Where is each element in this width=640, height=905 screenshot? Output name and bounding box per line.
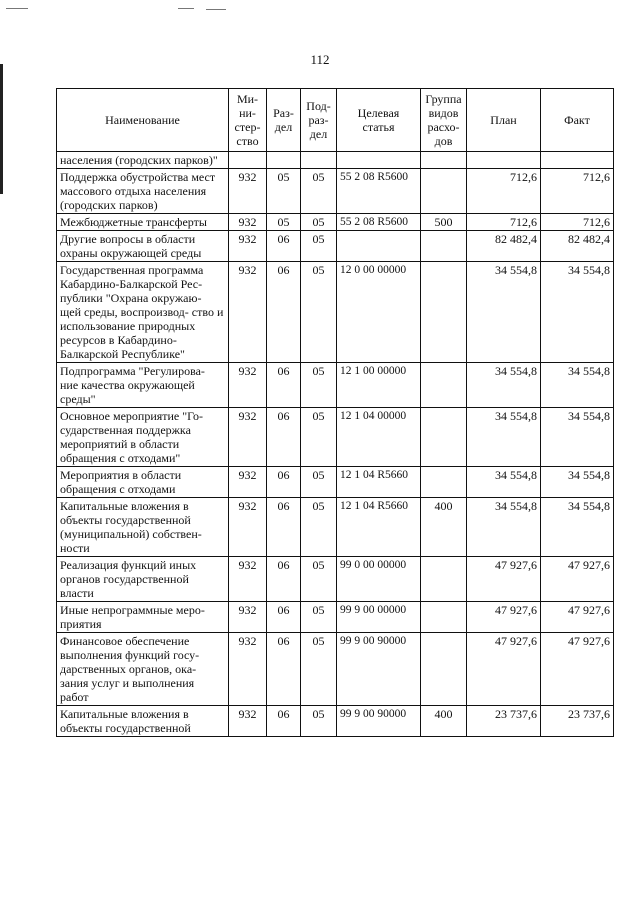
row-fact: 82 482,4 xyxy=(541,231,614,262)
table-row xyxy=(57,706,614,737)
table-row xyxy=(57,152,614,169)
row-name: Капитальные вложения в объекты государственной (муниципальной) собствен- ности xyxy=(57,498,229,557)
row-fact: 712,6 xyxy=(541,169,614,214)
row-name: Капитальные вложения в объекты государственной xyxy=(57,706,229,737)
row-target xyxy=(337,231,421,262)
table-body xyxy=(57,152,614,737)
table-row xyxy=(57,557,614,602)
table-row xyxy=(57,408,614,467)
row-name: Подпрограмма "Регулирова- ние качества окружающей среды" xyxy=(57,363,229,408)
row-ministry: 932 xyxy=(229,467,267,498)
header-name: Наименование xyxy=(57,89,229,152)
row-section: 06 xyxy=(267,262,301,363)
row-subsection: 05 xyxy=(301,602,337,633)
row-ministry: 932 xyxy=(229,408,267,467)
scan-mark xyxy=(206,9,226,10)
table-row xyxy=(57,498,614,557)
row-section: 06 xyxy=(267,363,301,408)
row-subsection: 05 xyxy=(301,214,337,231)
row-section: 06 xyxy=(267,706,301,737)
header-expense-group: Группа видов расхо- дов xyxy=(421,89,467,152)
row-expense-group xyxy=(421,262,467,363)
row-name: населения (городских парков)" xyxy=(57,152,229,169)
row-ministry xyxy=(229,152,267,169)
row-expense-group xyxy=(421,633,467,706)
table-row xyxy=(57,214,614,231)
row-section: 06 xyxy=(267,231,301,262)
budget-table xyxy=(56,88,614,737)
row-section: 06 xyxy=(267,498,301,557)
row-plan: 47 927,6 xyxy=(467,602,541,633)
row-subsection xyxy=(301,152,337,169)
row-subsection: 05 xyxy=(301,467,337,498)
row-target: 55 2 08 R5600 xyxy=(337,169,421,214)
row-subsection: 05 xyxy=(301,408,337,467)
row-target: 99 0 00 00000 xyxy=(337,557,421,602)
row-subsection: 05 xyxy=(301,498,337,557)
row-fact: 34 554,8 xyxy=(541,363,614,408)
row-name: Финансовое обеспечение выполнения функций госу- дарственных органов, ока- зания услуг и выполнения работ xyxy=(57,633,229,706)
row-target: 12 1 04 00000 xyxy=(337,408,421,467)
row-expense-group xyxy=(421,467,467,498)
row-plan: 34 554,8 xyxy=(467,498,541,557)
row-ministry: 932 xyxy=(229,498,267,557)
row-expense-group: 500 xyxy=(421,214,467,231)
row-fact: 712,6 xyxy=(541,214,614,231)
header-section: Раз- дел xyxy=(267,89,301,152)
row-subsection: 05 xyxy=(301,557,337,602)
row-expense-group xyxy=(421,231,467,262)
row-ministry: 932 xyxy=(229,231,267,262)
row-ministry: 932 xyxy=(229,602,267,633)
row-subsection: 05 xyxy=(301,231,337,262)
row-section: 06 xyxy=(267,602,301,633)
row-target: 12 1 00 00000 xyxy=(337,363,421,408)
row-ministry: 932 xyxy=(229,262,267,363)
row-fact: 34 554,8 xyxy=(541,467,614,498)
row-name: Реализация функций иных органов государственной власти xyxy=(57,557,229,602)
table-header-row xyxy=(57,89,614,152)
row-ministry: 932 xyxy=(229,363,267,408)
row-expense-group xyxy=(421,557,467,602)
header-fact: Факт xyxy=(541,89,614,152)
row-ministry: 932 xyxy=(229,214,267,231)
row-target: 99 9 00 90000 xyxy=(337,633,421,706)
row-expense-group: 400 xyxy=(421,498,467,557)
row-fact: 47 927,6 xyxy=(541,633,614,706)
row-target: 99 9 00 90000 xyxy=(337,706,421,737)
row-subsection: 05 xyxy=(301,262,337,363)
table-row xyxy=(57,262,614,363)
scan-mark xyxy=(6,8,28,9)
row-plan xyxy=(467,152,541,169)
row-target: 99 9 00 00000 xyxy=(337,602,421,633)
row-section xyxy=(267,152,301,169)
row-ministry: 932 xyxy=(229,557,267,602)
row-plan: 23 737,6 xyxy=(467,706,541,737)
page-number: 112 xyxy=(310,52,330,67)
row-subsection: 05 xyxy=(301,633,337,706)
header-subsection: Под- раз- дел xyxy=(301,89,337,152)
row-name: Иные непрограммные меро- приятия xyxy=(57,602,229,633)
row-plan: 47 927,6 xyxy=(467,633,541,706)
header-ministry: Ми- ни- стер- ство xyxy=(229,89,267,152)
table-row xyxy=(57,633,614,706)
row-fact: 34 554,8 xyxy=(541,498,614,557)
row-section: 05 xyxy=(267,169,301,214)
row-fact xyxy=(541,152,614,169)
row-target: 55 2 08 R5600 xyxy=(337,214,421,231)
row-name: Поддержка обустройства мест массового отдыха населения (городских парков) xyxy=(57,169,229,214)
row-subsection: 05 xyxy=(301,706,337,737)
row-target: 12 0 00 00000 xyxy=(337,262,421,363)
row-plan: 34 554,8 xyxy=(467,363,541,408)
row-plan: 34 554,8 xyxy=(467,408,541,467)
scan-mark xyxy=(178,8,194,9)
header-target: Целевая статья xyxy=(337,89,421,152)
row-fact: 34 554,8 xyxy=(541,262,614,363)
table-row xyxy=(57,169,614,214)
row-plan: 82 482,4 xyxy=(467,231,541,262)
table-row xyxy=(57,602,614,633)
scan-mark xyxy=(0,64,3,194)
row-plan: 712,6 xyxy=(467,169,541,214)
row-section: 06 xyxy=(267,633,301,706)
row-ministry: 932 xyxy=(229,169,267,214)
row-name: Другие вопросы в области охраны окружающей среды xyxy=(57,231,229,262)
row-section: 06 xyxy=(267,467,301,498)
row-name: Государственная программа Кабардино-Балкарской Рес- публики "Охрана окружаю- щей среды, воспроизвод- ство и использование природных ресурсов в Кабардино-Балкарской Республике" xyxy=(57,262,229,363)
row-plan: 47 927,6 xyxy=(467,557,541,602)
header-plan: План xyxy=(467,89,541,152)
row-expense-group: 400 xyxy=(421,706,467,737)
row-fact: 47 927,6 xyxy=(541,557,614,602)
row-section: 06 xyxy=(267,408,301,467)
row-target: 12 1 04 R5660 xyxy=(337,498,421,557)
row-expense-group xyxy=(421,363,467,408)
row-subsection: 05 xyxy=(301,363,337,408)
row-plan: 34 554,8 xyxy=(467,467,541,498)
row-name: Межбюджетные трансферты xyxy=(57,214,229,231)
row-plan: 34 554,8 xyxy=(467,262,541,363)
row-name: Мероприятия в области обращения с отходами xyxy=(57,467,229,498)
row-ministry: 932 xyxy=(229,633,267,706)
row-ministry: 932 xyxy=(229,706,267,737)
row-expense-group xyxy=(421,602,467,633)
row-section: 05 xyxy=(267,214,301,231)
row-plan: 712,6 xyxy=(467,214,541,231)
table-row xyxy=(57,363,614,408)
row-expense-group xyxy=(421,152,467,169)
row-fact: 23 737,6 xyxy=(541,706,614,737)
row-name: Основное мероприятие "Го- сударственная поддержка мероприятий в области обращения с отходами" xyxy=(57,408,229,467)
table-row xyxy=(57,467,614,498)
row-fact: 47 927,6 xyxy=(541,602,614,633)
row-section: 06 xyxy=(267,557,301,602)
row-target: 12 1 04 R5660 xyxy=(337,467,421,498)
row-expense-group xyxy=(421,169,467,214)
row-fact: 34 554,8 xyxy=(541,408,614,467)
row-expense-group xyxy=(421,408,467,467)
table-row xyxy=(57,231,614,262)
row-target xyxy=(337,152,421,169)
row-subsection: 05 xyxy=(301,169,337,214)
